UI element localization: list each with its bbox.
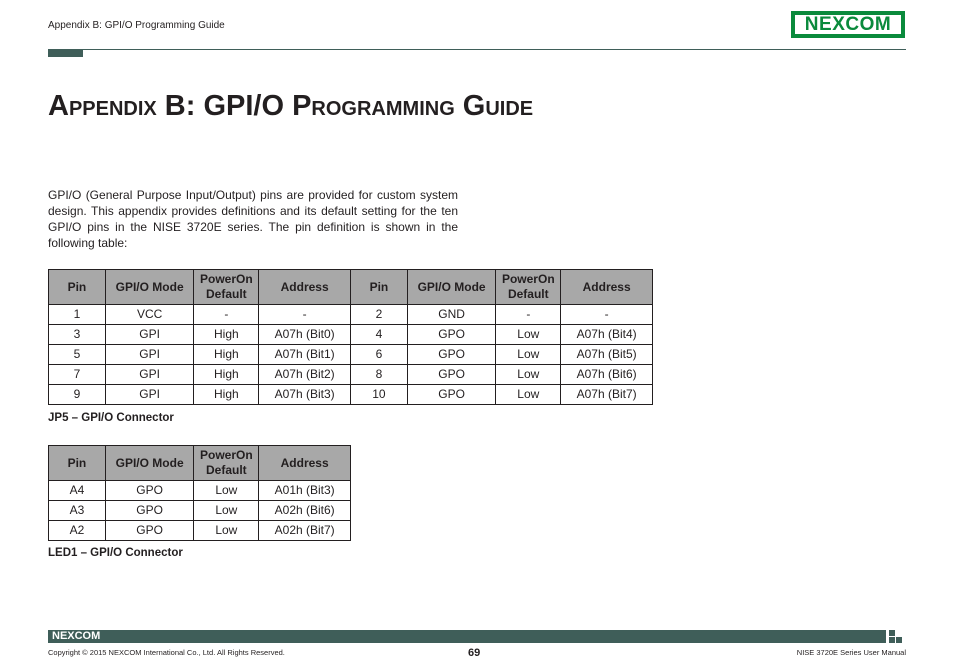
table-row <box>49 501 351 521</box>
led1-pin-table <box>48 445 351 541</box>
col-mode: GPI/O Mode <box>105 270 193 305</box>
table-cell: - <box>496 305 561 325</box>
table1-caption: JP5 – GPI/O Connector <box>48 412 174 424</box>
header-rule <box>48 49 906 50</box>
table-cell: High <box>194 325 259 345</box>
table-cell: GPO <box>407 345 495 365</box>
footer-square-icon <box>896 637 902 643</box>
nexcom-logo <box>791 11 905 38</box>
table-cell: A3 <box>49 501 106 521</box>
jp5-pin-table <box>48 269 653 405</box>
table-cell: A07h (Bit5) <box>561 345 653 365</box>
table-cell: A02h (Bit6) <box>259 501 351 521</box>
col-pin: Pin <box>49 270 106 305</box>
table-cell: 5 <box>49 345 106 365</box>
header-accent-block <box>48 49 83 57</box>
table-row <box>49 325 653 345</box>
table-cell: 9 <box>49 385 106 405</box>
table-cell: GPI <box>105 345 193 365</box>
table-cell: A2 <box>49 521 106 541</box>
col-pin: Pin <box>350 270 407 305</box>
table-cell: 7 <box>49 365 106 385</box>
intro-paragraph: GPI/O (General Purpose Input/Output) pins are provided for custom system design. This appendix provides definitions and its default setting for the ten GPI/O pins in the NISE 3720E series. The pin definition is shown in the following table: <box>48 188 458 250</box>
table-cell: High <box>194 385 259 405</box>
table-cell: A07h (Bit4) <box>561 325 653 345</box>
table-cell: 6 <box>350 345 407 365</box>
table-cell: 2 <box>350 305 407 325</box>
table-cell: A02h (Bit7) <box>259 521 351 541</box>
table-cell: Low <box>194 501 259 521</box>
table-cell: GPO <box>407 385 495 405</box>
table-cell: 3 <box>49 325 106 345</box>
table-cell: Low <box>496 325 561 345</box>
table-cell: - <box>194 305 259 325</box>
table-row <box>49 521 351 541</box>
table-row <box>49 365 653 385</box>
table-cell: GPO <box>407 365 495 385</box>
footer-bar <box>48 630 886 643</box>
table-cell: A01h (Bit3) <box>259 481 351 501</box>
table-cell: 10 <box>350 385 407 405</box>
col-address: Address <box>259 446 351 481</box>
footer-square-icon <box>889 630 895 636</box>
col-default: PowerOn Default <box>194 270 259 305</box>
table-cell: GPI <box>105 325 193 345</box>
table-cell: GPO <box>407 325 495 345</box>
col-address: Address <box>561 270 653 305</box>
running-header: Appendix B: GPI/O Programming Guide <box>48 20 225 31</box>
table-cell: A07h (Bit0) <box>259 325 351 345</box>
table-cell: 4 <box>350 325 407 345</box>
table-cell: VCC <box>105 305 193 325</box>
col-pin: Pin <box>49 446 106 481</box>
table-cell: Low <box>194 521 259 541</box>
col-mode: GPI/O Mode <box>105 446 193 481</box>
table-cell: GPO <box>105 501 193 521</box>
table-row <box>49 305 653 325</box>
table-cell: High <box>194 345 259 365</box>
table-row <box>49 345 653 365</box>
col-address: Address <box>259 270 351 305</box>
table-cell: A07h (Bit3) <box>259 385 351 405</box>
table-cell: Low <box>194 481 259 501</box>
table-cell: GPI <box>105 365 193 385</box>
table-cell: GPI <box>105 385 193 405</box>
table-cell: A07h (Bit1) <box>259 345 351 365</box>
table-cell: GPO <box>105 481 193 501</box>
table-cell: High <box>194 365 259 385</box>
table2-caption: LED1 – GPI/O Connector <box>48 547 183 559</box>
logo-text: NEXCOM <box>804 13 892 35</box>
footer-square-icon <box>889 637 895 643</box>
table-cell: Low <box>496 365 561 385</box>
copyright-text: Copyright © 2015 NEXCOM International Co., Ltd. All Rights Reserved. <box>48 648 285 657</box>
table-cell: Low <box>496 385 561 405</box>
table-cell: GPO <box>105 521 193 541</box>
table-cell: GND <box>407 305 495 325</box>
table-cell: Low <box>496 345 561 365</box>
footer-logo: NEXCOM <box>52 630 101 642</box>
table-header-row <box>49 270 653 305</box>
table-row <box>49 481 351 501</box>
col-default: PowerOn Default <box>496 270 561 305</box>
page-number: 69 <box>468 647 481 659</box>
table-cell: 1 <box>49 305 106 325</box>
table-cell: 8 <box>350 365 407 385</box>
table-cell: A4 <box>49 481 106 501</box>
table-cell: A07h (Bit7) <box>561 385 653 405</box>
col-default: PowerOn Default <box>194 446 259 481</box>
table-header-row <box>49 446 351 481</box>
manual-title: NISE 3720E Series User Manual <box>796 648 906 657</box>
table-cell: A07h (Bit6) <box>561 365 653 385</box>
table-cell: - <box>561 305 653 325</box>
table-cell: A07h (Bit2) <box>259 365 351 385</box>
table-row <box>49 385 653 405</box>
col-mode: GPI/O Mode <box>407 270 495 305</box>
table-cell: - <box>259 305 351 325</box>
page-title: Appendix B: GPI/O Programming Guide <box>48 90 534 122</box>
